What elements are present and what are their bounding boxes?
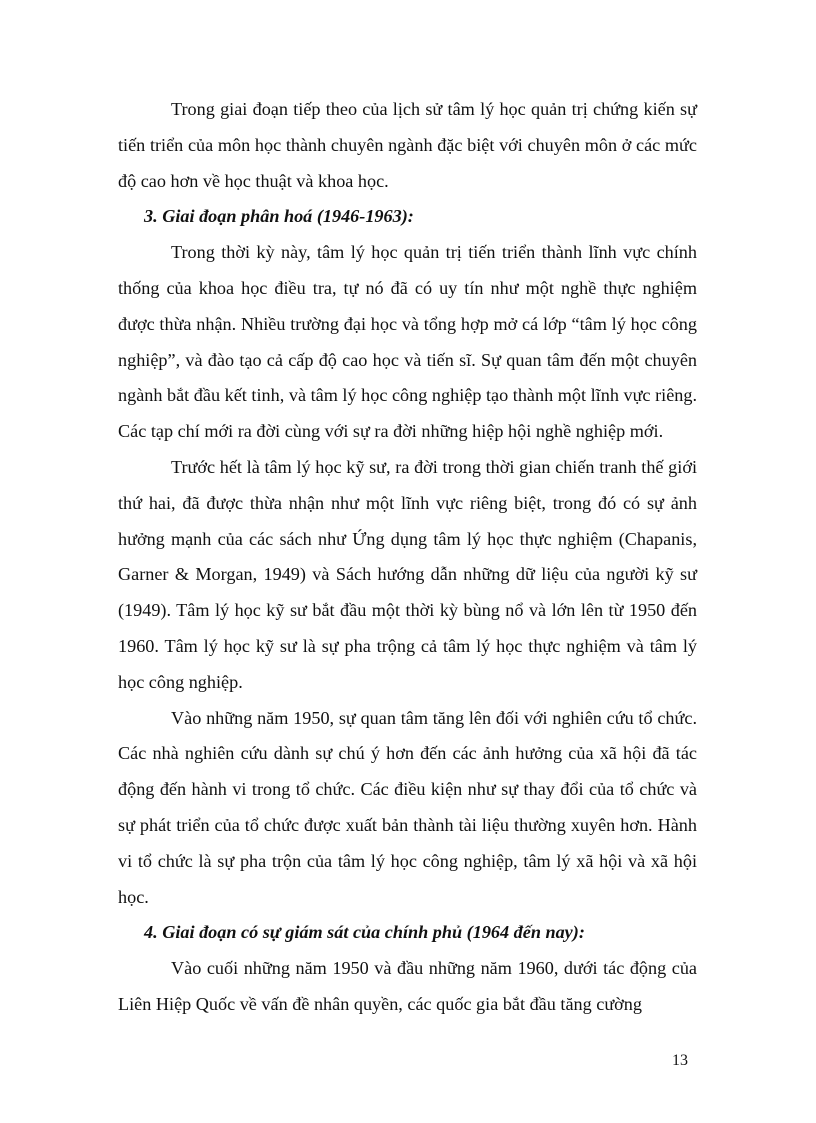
- paragraph-engineering-psychology: Trước hết là tâm lý học kỹ sư, ra đời trong thời gian chiến tranh thế giới thứ hai, đã được thừa nhận như một lĩnh vực riêng biệt, trong đó có sự ảnh hưởng mạnh của các sách như Ứng dụng tâm lý học thực nghiệm (Chapanis, Garner & Morgan, 1949) và Sách hướng dẫn những dữ liệu của người kỹ sư (1949). Tâm lý học kỹ sư bắt đầu một thời kỳ bùng nổ và lớn lên từ 1950 đến 1960. Tâm lý học kỹ sư là sự pha trộng cả tâm lý học thực nghiệm và tâm lý học công nghiệp.: [118, 456, 697, 692]
- page-body: [118, 92, 697, 1023]
- section-heading-4: 4. Giai đoạn có sự giám sát của chính phủ (1964 đến nay):: [144, 922, 585, 943]
- paragraph-intro: Trong giai đoạn tiếp theo của lịch sử tâm lý học quản trị chứng kiến sự tiến triển của môn học thành chuyên ngành đặc biệt với chuyên môn ở các mức độ cao hơn về học thuật và khoa học.: [118, 99, 697, 191]
- paragraph-differentiation: Trong thời kỳ này, tâm lý học quản trị tiến triển thành lĩnh vực chính thống của khoa học điều tra, tự nó đã có uy tín như một nghề thực nghiệm được thừa nhận. Nhiều trường đại học và tổng hợp mở cá lớp “tâm lý học công nghiệp”, và đào tạo cả cấp độ cao học và tiến sĩ. Sự quan tâm đến một chuyên ngành bắt đầu kết tinh, và tâm lý học công nghiệp tạo thành một lĩnh vực riêng. Các tạp chí mới ra đời cùng với sự ra đời những hiệp hội nghề nghiệp mới.: [118, 242, 697, 442]
- page-number: 13: [672, 1052, 688, 1069]
- section-heading-3: 3. Giai đoạn phân hoá (1946-1963):: [144, 206, 414, 227]
- paragraph-government-oversight: Vào cuối những năm 1950 và đầu những năm 1960, dưới tác động của Liên Hiệp Quốc về vấn đề nhân quyền, các quốc gia bắt đầu tăng cường: [118, 958, 697, 1014]
- paragraph-organizational-research: Vào những năm 1950, sự quan tâm tăng lên đối với nghiên cứu tổ chức. Các nhà nghiên cứu dành sự chú ý hơn đến các ảnh hưởng của xã hội đã tác động đến hành vi trong tổ chức. Các điều kiện như sự thay đổi của tổ chức và sự phát triển của tổ chức được xuất bản thành tài liệu thường xuyên hơn. Hành vi tổ chức là sự pha trộn của tâm lý học công nghiệp, tâm lý xã hội và xã hội học.: [118, 707, 697, 907]
